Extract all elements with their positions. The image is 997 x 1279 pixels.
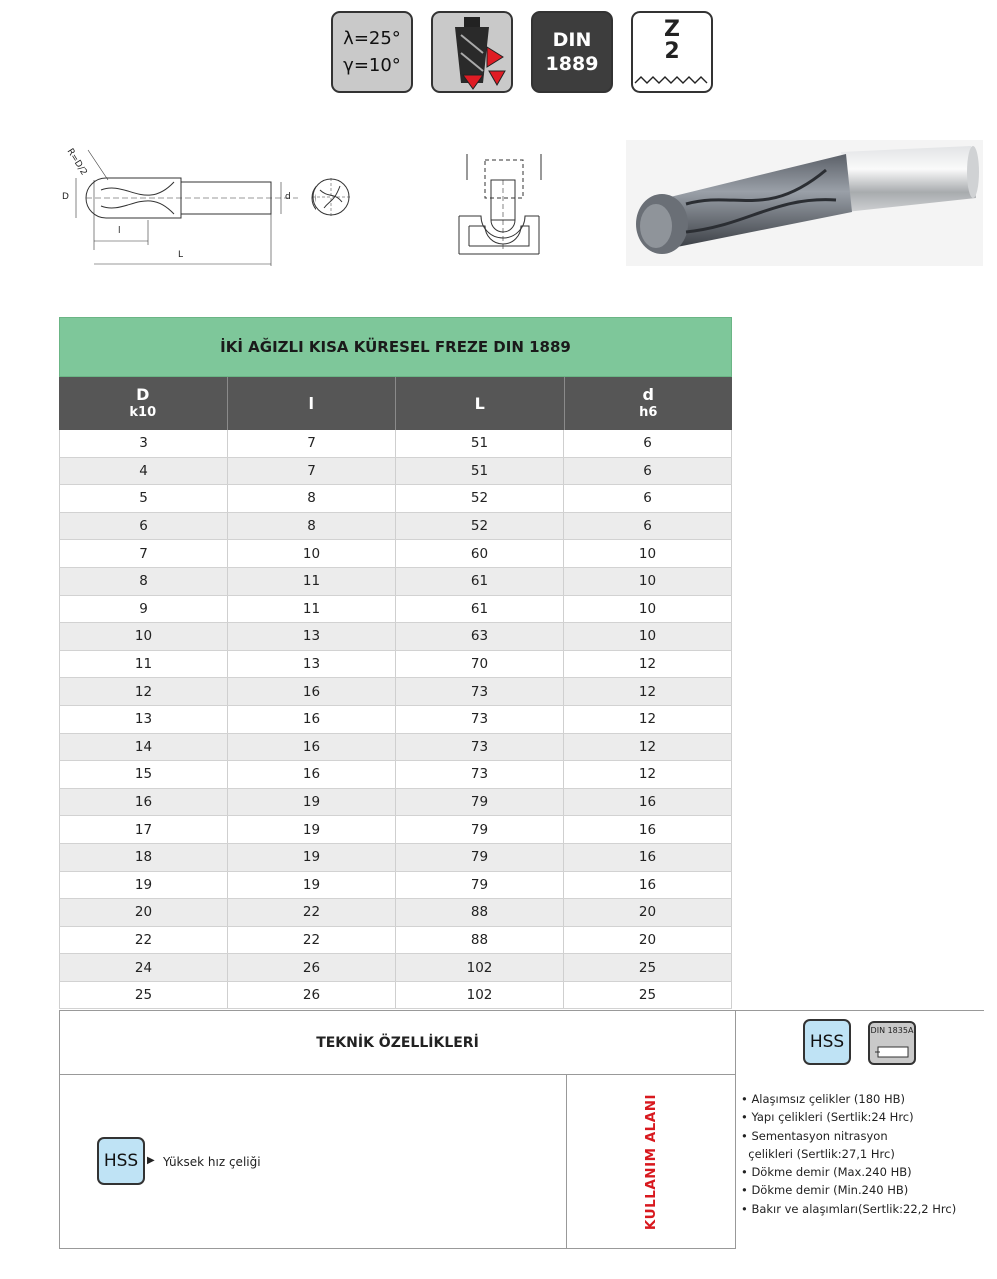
table-cell: 19 bbox=[228, 872, 396, 899]
usage-item: • Dökme demir (Min.240 HB) bbox=[741, 1183, 909, 1198]
table-cell: 79 bbox=[396, 872, 564, 899]
table-cell: 79 bbox=[396, 816, 564, 843]
table-cell: 11 bbox=[228, 568, 396, 595]
table-cell: 26 bbox=[228, 982, 396, 1009]
table-row bbox=[59, 816, 732, 844]
table-cell: 13 bbox=[228, 623, 396, 650]
table-cell: 16 bbox=[228, 706, 396, 733]
din-standard-icon bbox=[531, 11, 613, 93]
table-cell: 16 bbox=[564, 789, 732, 816]
table-cell: 12 bbox=[60, 678, 228, 705]
shank-label: d bbox=[285, 192, 291, 202]
table-cell: 10 bbox=[564, 596, 732, 623]
table-cell: 25 bbox=[60, 982, 228, 1009]
table-cell: 6 bbox=[564, 485, 732, 512]
table-cell: 88 bbox=[396, 927, 564, 954]
table-cell: 8 bbox=[228, 485, 396, 512]
header-total-length bbox=[396, 377, 565, 430]
table-cell: 25 bbox=[564, 954, 732, 981]
table-cell: 11 bbox=[228, 596, 396, 623]
table-cell: 73 bbox=[396, 678, 564, 705]
usage-item: • Dökme demir (Max.240 HB) bbox=[741, 1165, 912, 1180]
table-cell: 61 bbox=[396, 568, 564, 595]
table-row bbox=[59, 844, 732, 872]
table-row bbox=[59, 513, 732, 541]
table-cell: 6 bbox=[60, 513, 228, 540]
table-cell: 17 bbox=[60, 816, 228, 843]
table-cell: 6 bbox=[564, 430, 732, 457]
technical-badges bbox=[736, 1010, 984, 1075]
header-sub: h6 bbox=[639, 404, 658, 420]
table-cell: 12 bbox=[564, 706, 732, 733]
table-cell: 73 bbox=[396, 734, 564, 761]
table-cell: 7 bbox=[228, 430, 396, 457]
table-row bbox=[59, 761, 732, 789]
table-cell: 10 bbox=[564, 540, 732, 567]
table-cell: 60 bbox=[396, 540, 564, 567]
table-cell: 79 bbox=[396, 789, 564, 816]
table-cell: 73 bbox=[396, 761, 564, 788]
table-cell: 20 bbox=[60, 899, 228, 926]
lambda-angle: λ=25° bbox=[343, 28, 401, 49]
table-cell: 19 bbox=[228, 789, 396, 816]
usage-list bbox=[741, 1090, 956, 1218]
z-label: Z bbox=[664, 17, 680, 42]
table-cell: 52 bbox=[396, 513, 564, 540]
table-cell: 12 bbox=[564, 734, 732, 761]
table-cell: 4 bbox=[60, 458, 228, 485]
cutting-direction-icon bbox=[431, 11, 513, 93]
usage-item: • Bakır ve alaşımları(Sertlik:22,2 Hrc) bbox=[741, 1201, 957, 1216]
table-row bbox=[59, 651, 732, 679]
table-cell: 16 bbox=[564, 816, 732, 843]
table-cell: 11 bbox=[60, 651, 228, 678]
din-shank-badge bbox=[868, 1021, 916, 1065]
product-photo bbox=[626, 140, 983, 266]
table-cell: 3 bbox=[60, 430, 228, 457]
table-row bbox=[59, 568, 732, 596]
table-cell: 10 bbox=[60, 623, 228, 650]
table-body bbox=[59, 430, 732, 1009]
flute-count-icon bbox=[631, 11, 713, 93]
table-row bbox=[59, 899, 732, 927]
table-row bbox=[59, 872, 732, 900]
table-row bbox=[59, 485, 732, 513]
table-cell: 26 bbox=[228, 954, 396, 981]
table-cell: 70 bbox=[396, 651, 564, 678]
flute-length-label: l bbox=[118, 226, 121, 236]
table-row bbox=[59, 678, 732, 706]
shank-icon bbox=[870, 1037, 914, 1067]
gamma-angle: γ=10° bbox=[343, 55, 401, 76]
header-shank bbox=[565, 377, 733, 430]
table-cell: 16 bbox=[564, 844, 732, 871]
table-cell: 10 bbox=[564, 623, 732, 650]
table-cell: 14 bbox=[60, 734, 228, 761]
table-cell: 7 bbox=[60, 540, 228, 567]
table-cell: 25 bbox=[564, 982, 732, 1009]
table-cell: 51 bbox=[396, 430, 564, 457]
table-cell: 102 bbox=[396, 954, 564, 981]
table-row bbox=[59, 540, 732, 568]
header-d-outer bbox=[59, 377, 228, 430]
usage-item: çelikleri (Sertlik:27,1 Hrc) bbox=[741, 1146, 895, 1161]
table-title: İKİ AĞIZLI KISA KÜRESEL FREZE DIN 1889 bbox=[59, 317, 732, 377]
table-cell: 22 bbox=[228, 899, 396, 926]
table-row bbox=[59, 734, 732, 762]
table-cell: 16 bbox=[228, 678, 396, 705]
table-cell: 10 bbox=[564, 568, 732, 595]
table-cell: 9 bbox=[60, 596, 228, 623]
z-value: 2 bbox=[664, 39, 680, 64]
table-cell: 18 bbox=[60, 844, 228, 871]
arrow-icon: ▶ bbox=[147, 1155, 155, 1166]
table-cell: 16 bbox=[60, 789, 228, 816]
table-cell: 20 bbox=[564, 899, 732, 926]
usage-item: • Alaşımsız çelikler (180 HB) bbox=[741, 1092, 906, 1106]
table-cell: 13 bbox=[60, 706, 228, 733]
table-cell: 24 bbox=[60, 954, 228, 981]
header-main: l bbox=[308, 393, 314, 413]
table-cell: 19 bbox=[60, 872, 228, 899]
table-row bbox=[59, 623, 732, 651]
table-row bbox=[59, 458, 732, 486]
table-cell: 102 bbox=[396, 982, 564, 1009]
table-cell: 79 bbox=[396, 844, 564, 871]
total-length-label: L bbox=[178, 250, 184, 260]
table-cell: 51 bbox=[396, 458, 564, 485]
table-cell: 16 bbox=[564, 872, 732, 899]
table-cell: 8 bbox=[228, 513, 396, 540]
technical-drawing bbox=[56, 140, 316, 270]
table-cell: 22 bbox=[60, 927, 228, 954]
technical-section-title: TEKNİK ÖZELLİKLERİ bbox=[59, 1010, 736, 1075]
table-cell: 52 bbox=[396, 485, 564, 512]
table-cell: 63 bbox=[396, 623, 564, 650]
table-row bbox=[59, 430, 732, 458]
din-label: DIN bbox=[552, 29, 592, 51]
table-cell: 20 bbox=[564, 927, 732, 954]
usage-title: KULLANIM ALANI bbox=[643, 1093, 659, 1231]
din-shank-label: DIN 1835A bbox=[870, 1026, 914, 1035]
table-cell: 12 bbox=[564, 651, 732, 678]
table-cell: 88 bbox=[396, 899, 564, 926]
table-cell: 73 bbox=[396, 706, 564, 733]
table-cell: 6 bbox=[564, 458, 732, 485]
table-row bbox=[59, 927, 732, 955]
header-main: d bbox=[642, 384, 654, 404]
table-row bbox=[59, 706, 732, 734]
din-number: 1889 bbox=[545, 53, 599, 75]
table-row bbox=[59, 789, 732, 817]
header-main: L bbox=[474, 393, 485, 413]
header-sub: k10 bbox=[129, 404, 157, 420]
angle-spec-icon bbox=[331, 11, 413, 93]
application-drawing bbox=[455, 150, 545, 260]
table-row bbox=[59, 954, 732, 982]
table-row bbox=[59, 982, 732, 1010]
table-cell: 19 bbox=[228, 844, 396, 871]
table-cell: 5 bbox=[60, 485, 228, 512]
table-cell: 12 bbox=[564, 761, 732, 788]
diameter-label: D bbox=[62, 192, 69, 202]
usage-item: • Yapı çelikleri (Sertlik:24 Hrc) bbox=[741, 1110, 914, 1125]
table-cell: 19 bbox=[228, 816, 396, 843]
table-cell: 16 bbox=[228, 734, 396, 761]
table-cell: 22 bbox=[228, 927, 396, 954]
material-description: Yüksek hız çeliği bbox=[163, 1155, 261, 1169]
table-cell: 8 bbox=[60, 568, 228, 595]
hss-material-badge: HSS bbox=[97, 1137, 145, 1185]
header-flute-length bbox=[228, 377, 397, 430]
header-main: D bbox=[136, 384, 150, 404]
radius-label: R=D/2 bbox=[64, 147, 89, 178]
table-cell: 61 bbox=[396, 596, 564, 623]
usage-item: • Sementasyon nitrasyon bbox=[741, 1128, 888, 1143]
table-cell: 16 bbox=[228, 761, 396, 788]
end-view-drawing bbox=[306, 172, 356, 222]
table-cell: 6 bbox=[564, 513, 732, 540]
hss-badge: HSS bbox=[803, 1019, 851, 1065]
table-cell: 12 bbox=[564, 678, 732, 705]
table-cell: 13 bbox=[228, 651, 396, 678]
table-cell: 7 bbox=[228, 458, 396, 485]
table-header bbox=[59, 377, 732, 430]
table-cell: 10 bbox=[228, 540, 396, 567]
table-row bbox=[59, 596, 732, 624]
table-cell: 15 bbox=[60, 761, 228, 788]
